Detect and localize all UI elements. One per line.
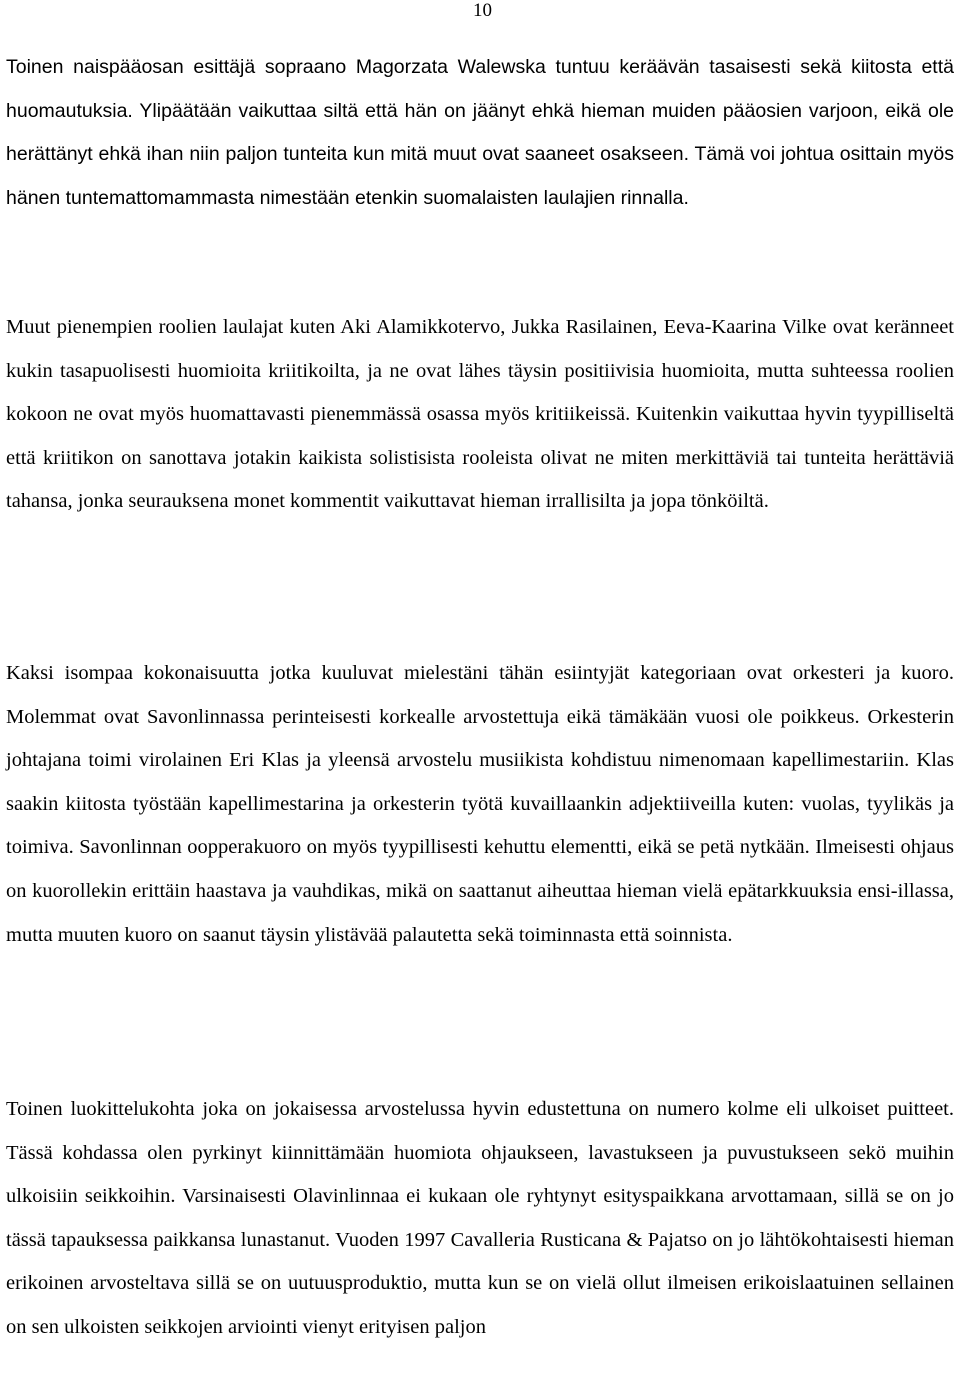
- paragraph-orchestra-choir: Kaksi isompaa kokonaisuutta jotka kuuluvat mielestäni tähän esiintyjät kategoriaan ovat orkesteri ja kuoro. Molemmat ovat Savonlinnassa perinteisesti korkealle arvostettuja eikä tämäkään vuosi ole poikkeus. Orkesterin johtajana toimi virolainen Eri Klas ja yleensä arvostelu musiikista kohdistuu nimenomaan kapellimestariin. Klas saakin kiitosta työstään kapellimestarina ja orkesterin työtä kuvaillaankin adjektiiveilla kuten: vuolas, tyylikäs ja toimiva. Savonlinnan oopperakuoro on myös tyypillisesti kehuttu elementti, eikä se petä nytkään. Ilmeisesti ohjaus on kuorollekin erittäin haastava ja vauhdikas, mikä on saattanut aiheuttaa hieman vielä epätarkkuuksia ensi-illassa, mutta muuten kuoro on saanut täysin ylistävää palautetta sekä toiminnasta että soinnista.: [6, 662, 954, 946]
- paragraph-external-settings: Toinen luokittelukohta joka on jokaisessa arvostelussa hyvin edustettuna on numero kolme eli ulkoiset puitteet. Tässä kohdassa olen pyrkinyt kiinnittämään huomiota ohjaukseen, lavastukseen ja puvustukseen sekö muihin ulkoisiin seikkoihin. Varsinaisesti Olavinlinnaa ei kukaan ole ryhtynyt esityspaikkana arvottamaan, sillä se on jo tässä tapauksessa paikkansa lunastanut. Vuoden 1997 Cavalleria Rusticana & Pajatso on jo lähtökohtaisesti hieman erikoinen arvosteltava sillä se on uutuusproduktio, mutta kun se on vielä ollut ilmeisen erikoislaatuinen sellainen on sen ulkoisten seikkojen arviointi vienyt erityisen paljon: [6, 1098, 954, 1338]
- page-number: 10: [473, 0, 492, 21]
- paragraph-minor-roles: Muut pienempien roolien laulajat kuten Aki Alamikkotervo, Jukka Rasilainen, Eeva-Kaarina Vilke ovat keränneet kukin tasapuolisesti huomioita kriitikoilta, ja ne ovat lähes täysin positiivisia huomioita, mutta suhteessa roolien kokoon ne ovat myös huomattavasti pienemmässä osassa myös kritiikeissä. Kuitenkin vaikuttaa hyvin tyypilliseltä että kriitikon on sanottava jotakin kaikista solistisista rooleista olivat ne miten merkittäviä tai tunteita herättäviä tahansa, jonka seurauksena monet kommentit vaikuttavat hieman irrallisilta ja jopa tönköiltä.: [6, 316, 954, 513]
- paragraph-soprano-walewska: Toinen naispääosan esittäjä sopraano Magorzata Walewska tuntuu keräävän tasaisesti sekä kiitosta että huomautuksia. Ylipäätään vaikuttaa siltä että hän on jäänyt ehkä hieman muiden pääosien varjoon, eikä ole herättänyt ehkä ihan niin paljon tunteita kun mitä muut ovat saaneet osakseen. Tämä voi johtua osittain myös hänen tuntemattomammasta nimestään etenkin suomalaisten laulajien rinnalla.: [6, 56, 954, 209]
